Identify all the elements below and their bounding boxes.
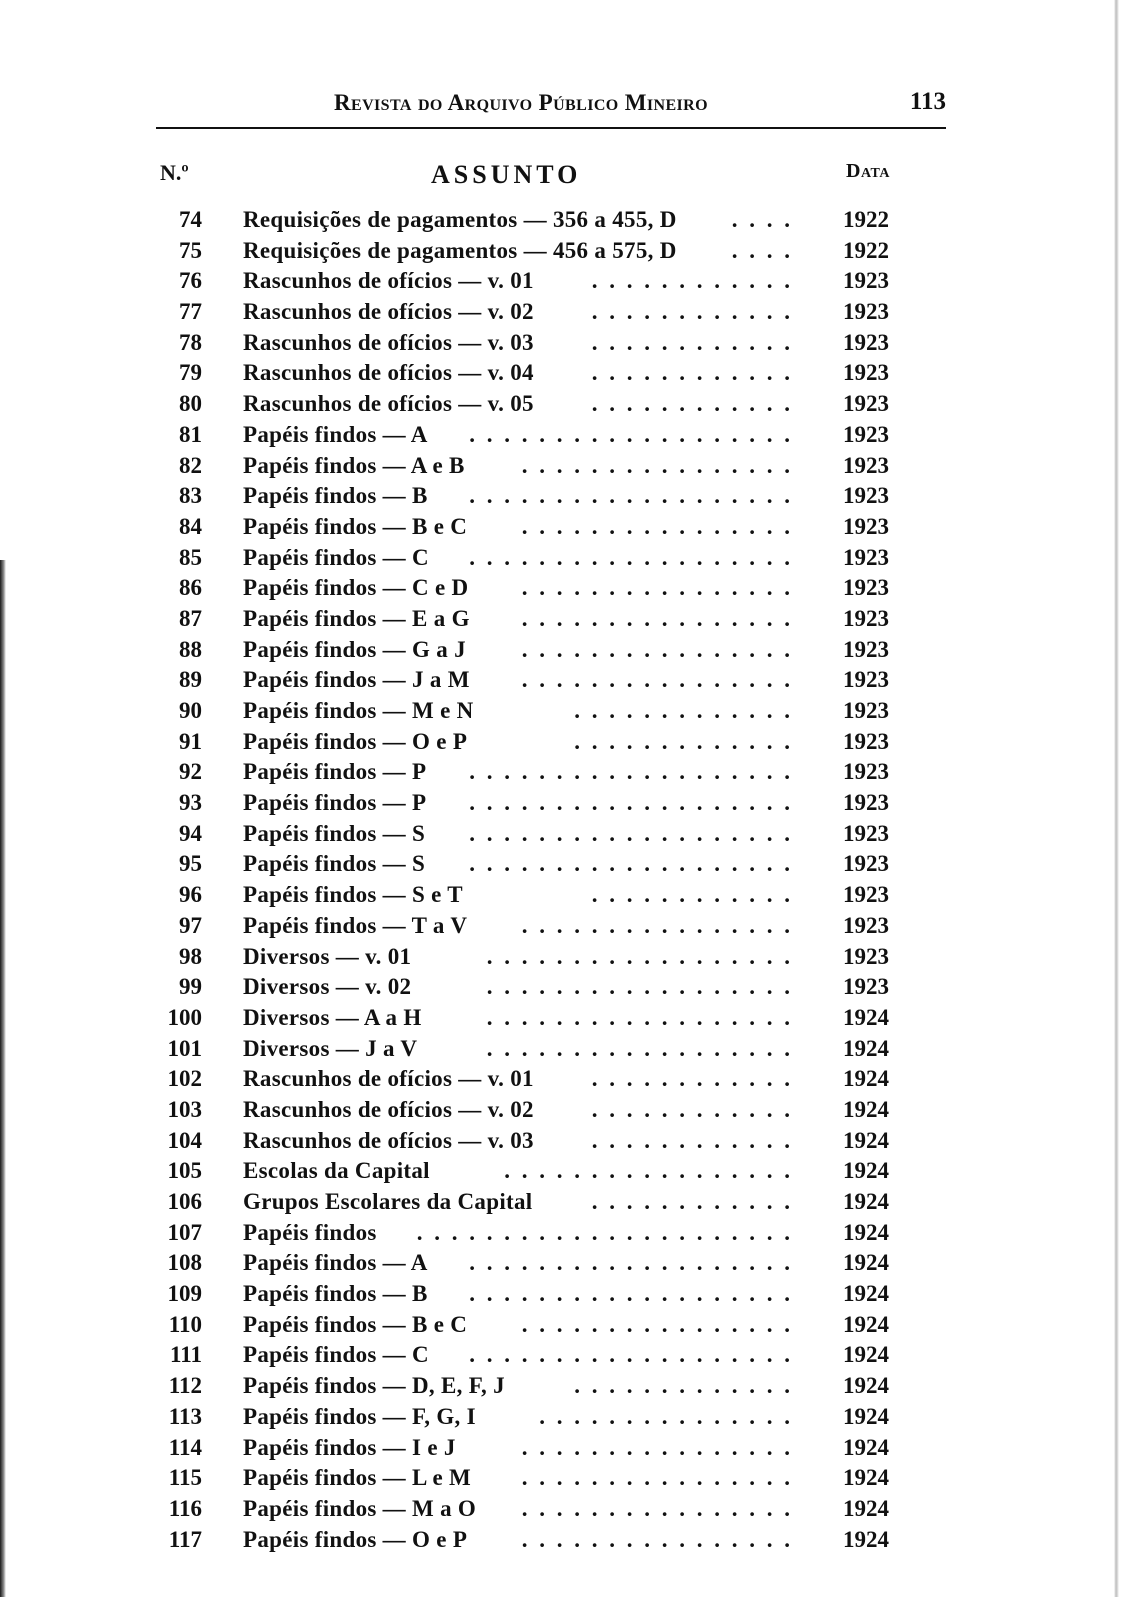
entry-date: 1923 [843,360,889,386]
entry-leader-dots: . . . . . . . . . . . . [591,1066,793,1092]
entry-subject: Papéis findos — A [243,1250,428,1276]
entry-row [0,698,1133,729]
entry-row [0,790,1133,821]
entry-number: 90 [179,698,202,723]
entry-date: 1924 [843,1035,889,1061]
entry-leader-dots: . . . . . . . . . . . . [591,1189,793,1214]
entry-date: 1924 [843,1434,889,1460]
entry-number: 77 [179,299,202,325]
entry-date: 1923 [843,452,889,478]
entry-number: 115 [168,1465,202,1491]
entry-date: 1923 [843,483,889,509]
entry-subject: Diversos — J a V [243,1035,418,1061]
entry-row [0,821,1133,852]
entry-number: 102 [167,1066,202,1092]
entry-number: 75 [179,237,202,263]
entry-subject: Papéis findos — P [243,759,427,785]
entry-subject: Papéis findos — S [243,851,426,877]
entry-date: 1923 [843,421,889,447]
entry-row [0,545,1133,576]
entry-subject: Papéis findos — C e D [243,575,469,601]
entry-row [0,1435,1133,1466]
entry-subject: Rascunhos de ofícios — v. 02 [243,1096,534,1122]
entry-number: 87 [179,605,202,631]
entry-leader-dots: . . . . . . . . . . . . . . . [539,1403,793,1429]
entry-subject: Diversos — v. 02 [243,974,412,1000]
entry-row [0,1373,1133,1404]
entry-number: 81 [179,421,202,447]
entry-row [0,729,1133,760]
entry-subject: Rascunhos de ofícios — v. 03 [243,329,534,355]
entry-row [0,606,1133,637]
entry-leader-dots: . . . . . . . . . . . . . . . . . . . [469,1281,793,1307]
entry-leader-dots: . . . . . . . . . . . . . . . . [521,636,793,662]
entry-row [0,299,1133,330]
entry-number: 117 [168,1526,202,1552]
entry-leader-dots: . . . . . . . . . . . . . . . . . . . [469,483,793,509]
entry-date: 1923 [843,759,889,785]
entry-row [0,759,1133,790]
entry-date: 1923 [843,820,889,846]
entry-date: 1923 [843,974,889,1000]
entry-date: 1923 [843,636,889,662]
entry-subject: Papéis findos — D, E, F, J [243,1373,505,1399]
entry-leader-dots: . . . . . . . . . . . . . [574,1373,793,1399]
entry-date: 1924 [843,1465,889,1491]
entry-leader-dots: . . . . . . . . . . . . . . . . [521,1311,793,1337]
entry-subject: Requisições de pagamentos — 356 a 455, D [243,207,677,232]
entry-leader-dots: . . . . . . . . . . . . . . . . . . . [469,1342,793,1368]
entry-date: 1923 [843,544,889,570]
entry-number: 109 [167,1281,202,1307]
entry-row [0,1220,1133,1251]
entry-subject: Papéis findos — O e P [243,728,468,754]
entry-number: 93 [179,790,202,816]
entry-row [0,1527,1133,1558]
running-head [156,84,946,124]
entry-subject: Papéis findos — S [243,820,426,846]
entry-subject: Papéis findos — F, G, I [243,1403,476,1429]
entry-date: 1923 [843,912,889,938]
entry-leader-dots: . . . . . . . . . . . . . . . . . [504,1158,793,1184]
entry-leader-dots: . . . . . . . . . . . . . . . . . . . [469,544,793,570]
entry-number: 74 [179,207,202,232]
entry-row [0,1496,1133,1527]
entry-leader-dots: . . . . . . . . . . . . . . . . . . [486,1004,793,1030]
header-rule [156,127,946,129]
entry-date: 1924 [843,1281,889,1307]
entry-number: 110 [168,1311,202,1337]
entry-date: 1924 [843,1004,889,1030]
entry-leader-dots: . . . . . . . . . . . . . . . . [521,1465,793,1491]
entry-leader-dots: . . . . . . . . . . . . . . . . [521,575,793,601]
entry-row [0,667,1133,698]
entry-number: 98 [179,943,202,969]
entry-leader-dots: . . . . . . . . . . . . [591,391,793,417]
entry-subject: Papéis findos — B [243,483,428,509]
entry-subject: Papéis findos — O e P [243,1526,468,1552]
entry-subject: Papéis findos — C [243,1342,429,1368]
entry-row [0,391,1133,422]
entry-subject: Papéis findos [243,1219,377,1245]
entry-number: 86 [179,575,202,601]
entry-leader-dots: . . . . . . . . . . . . . . . . [521,513,793,539]
entry-date: 1924 [843,1096,889,1122]
entry-leader-dots: . . . . . . . . . . . . . . . . [521,452,793,478]
entry-leader-dots: . . . . . . . . . . . . . . . . . . . [469,851,793,877]
entry-date: 1924 [843,1373,889,1399]
entry-row [0,238,1133,269]
entry-number: 113 [168,1403,202,1429]
entry-date: 1923 [843,605,889,631]
entry-number: 99 [179,974,202,1000]
entry-leader-dots: . . . . . . . . . . . . . . . . . . [486,1035,793,1061]
entry-leader-dots: . . . . . . . . . . . . . . . . . . . [469,790,793,816]
entry-number: 95 [179,851,202,877]
entry-row [0,944,1133,975]
entry-date: 1924 [843,1066,889,1092]
entry-date: 1923 [843,299,889,325]
entry-number: 114 [168,1434,202,1460]
entry-row [0,483,1133,514]
entry-subject: Grupos Escolares da Capital [243,1189,533,1214]
entry-number: 92 [179,759,202,785]
entry-leader-dots: . . . . . . . . . . . . . . . . [521,1526,793,1552]
entry-row [0,422,1133,453]
entry-number: 104 [167,1127,202,1153]
entry-date: 1923 [843,667,889,693]
entry-subject: Papéis findos — B e C [243,1311,468,1337]
entry-row [0,1250,1133,1281]
entry-leader-dots: . . . . . . . . . . . . [591,1127,793,1153]
entry-subject: Papéis findos — M e N [243,698,474,723]
entry-date: 1923 [843,943,889,969]
entry-date: 1922 [843,207,889,232]
entry-row [0,514,1133,545]
entry-number: 108 [167,1250,202,1276]
entry-date: 1924 [843,1127,889,1153]
entry-number: 96 [179,882,202,908]
entry-date: 1924 [843,1342,889,1368]
entry-subject: Papéis findos — L e M [243,1465,472,1491]
entry-number: 100 [167,1004,202,1030]
entry-date: 1924 [843,1311,889,1337]
entry-leader-dots: . . . . . . . . . . . . . . . . [521,1495,793,1521]
entry-row [0,1404,1133,1435]
entry-row [0,851,1133,882]
entry-row [0,1158,1133,1189]
entries-list [0,207,1133,1557]
entry-row [0,1189,1133,1220]
entry-number: 79 [179,360,202,386]
entry-date: 1923 [843,391,889,417]
entry-leader-dots: . . . . . . . . . . . . . . . . [521,667,793,693]
entry-number: 103 [167,1096,202,1122]
entry-subject: Papéis findos — S e T [243,882,463,908]
entry-leader-dots: . . . . [731,207,793,232]
entry-number: 94 [179,820,202,846]
entry-leader-dots: . . . . . . . . . . . . [591,299,793,325]
entry-leader-dots: . . . . . . . . . . . . . . . . . . . . . . [416,1219,793,1245]
entry-date: 1924 [843,1158,889,1184]
entry-leader-dots: . . . . . . . . . . . . . . . . . . . [469,820,793,846]
entry-leader-dots: . . . . . . . . . . . . . . . . [521,912,793,938]
entry-date: 1923 [843,575,889,601]
page-number: 113 [909,88,946,115]
entry-date: 1923 [843,698,889,723]
entry-row [0,913,1133,944]
entry-leader-dots: . . . . . . . . . . . . . . . . [521,605,793,631]
entry-subject: Diversos — v. 01 [243,943,412,969]
entry-leader-dots: . . . . . . . . . . . . . . . . . . [486,974,793,1000]
entry-number: 116 [168,1495,202,1521]
entry-subject: Papéis findos — E a G [243,605,470,631]
entry-date: 1922 [843,237,889,263]
entry-number: 112 [168,1373,202,1399]
entry-row [0,575,1133,606]
column-header-number: N.º [160,160,189,185]
entry-number: 80 [179,391,202,417]
entry-date: 1924 [843,1403,889,1429]
column-header-date: Data [846,160,890,182]
entry-leader-dots: . . . . . . . . . . . . . . . . . . [486,943,793,969]
entry-row [0,1128,1133,1159]
entry-row [0,453,1133,484]
entry-date: 1923 [843,329,889,355]
entry-leader-dots: . . . . . . . . . . . . [591,882,793,908]
entry-number: 76 [179,268,202,294]
entry-subject: Escolas da Capital [243,1158,430,1184]
entry-number: 82 [179,452,202,478]
entry-subject: Papéis findos — M a O [243,1495,477,1521]
entry-leader-dots: . . . . [731,237,793,263]
entry-date: 1924 [843,1189,889,1214]
entry-number: 89 [179,667,202,693]
entry-number: 105 [167,1158,202,1184]
entry-leader-dots: . . . . . . . . . . . . . . . . . . . [469,1250,793,1276]
entry-row [0,637,1133,668]
entry-row [0,1312,1133,1343]
entry-subject: Papéis findos — A [243,421,428,447]
entry-row [0,268,1133,299]
entry-row [0,1036,1133,1067]
entry-subject: Papéis findos — I e J [243,1434,456,1460]
entry-subject: Rascunhos de ofícios — v. 01 [243,1066,534,1092]
entry-number: 83 [179,483,202,509]
entry-leader-dots: . . . . . . . . . . . . [591,360,793,386]
entry-date: 1923 [843,790,889,816]
entry-row [0,330,1133,361]
entry-subject: Papéis findos — A e B [243,452,465,478]
entry-row [0,1342,1133,1373]
entry-date: 1924 [843,1250,889,1276]
entry-leader-dots: . . . . . . . . . . . . . [574,728,793,754]
entry-subject: Rascunhos de ofícios — v. 01 [243,268,534,294]
entry-leader-dots: . . . . . . . . . . . . . . . . . . . [469,759,793,785]
entry-subject: Papéis findos — G a J [243,636,466,662]
entry-leader-dots: . . . . . . . . . . . . . . . . [521,1434,793,1460]
entry-date: 1923 [843,851,889,877]
entry-subject: Requisições de pagamentos — 456 a 575, D [243,237,677,263]
entry-row [0,1066,1133,1097]
entry-number: 106 [167,1189,202,1214]
entry-leader-dots: . . . . . . . . . . . . [591,1096,793,1122]
entry-date: 1923 [843,882,889,908]
entry-number: 78 [179,329,202,355]
entry-subject: Diversos — A a H [243,1004,422,1030]
entry-date: 1924 [843,1495,889,1521]
entry-number: 84 [179,513,202,539]
entry-subject: Papéis findos — P [243,790,427,816]
entry-leader-dots: . . . . . . . . . . . . . [574,698,793,723]
entry-subject: Papéis findos — B e C [243,513,468,539]
entry-number: 111 [170,1342,202,1368]
entry-leader-dots: . . . . . . . . . . . . . . . . . . . [469,421,793,447]
entry-number: 91 [179,728,202,754]
entry-number: 101 [167,1035,202,1061]
entry-number: 85 [179,544,202,570]
entry-subject: Papéis findos — J a M [243,667,470,693]
entry-subject: Papéis findos — B [243,1281,428,1307]
entry-row [0,1097,1133,1128]
entry-leader-dots: . . . . . . . . . . . . [591,268,793,294]
entry-date: 1923 [843,268,889,294]
column-header-subject: ASSUNTO [431,160,582,189]
entry-number: 88 [179,636,202,662]
entry-row [0,974,1133,1005]
entry-date: 1923 [843,513,889,539]
entry-date: 1923 [843,728,889,754]
entry-row [0,1281,1133,1312]
entry-number: 107 [167,1219,202,1245]
entry-row [0,207,1133,238]
entry-date: 1924 [843,1219,889,1245]
entry-date: 1924 [843,1526,889,1552]
entry-leader-dots: . . . . . . . . . . . . [591,329,793,355]
entry-subject: Papéis findos — C [243,544,429,570]
entry-row [0,360,1133,391]
entry-number: 97 [179,912,202,938]
entry-subject: Rascunhos de ofícios — v. 04 [243,360,534,386]
entry-subject: Papéis findos — T a V [243,912,468,938]
entry-row [0,1465,1133,1496]
entry-subject: Rascunhos de ofícios — v. 05 [243,391,534,417]
entry-subject: Rascunhos de ofícios — v. 02 [243,299,534,325]
entry-row [0,1005,1133,1036]
journal-title: Revista do Arquivo Público Mineiro [334,90,708,115]
entry-subject: Rascunhos de ofícios — v. 03 [243,1127,534,1153]
entry-row [0,882,1133,913]
